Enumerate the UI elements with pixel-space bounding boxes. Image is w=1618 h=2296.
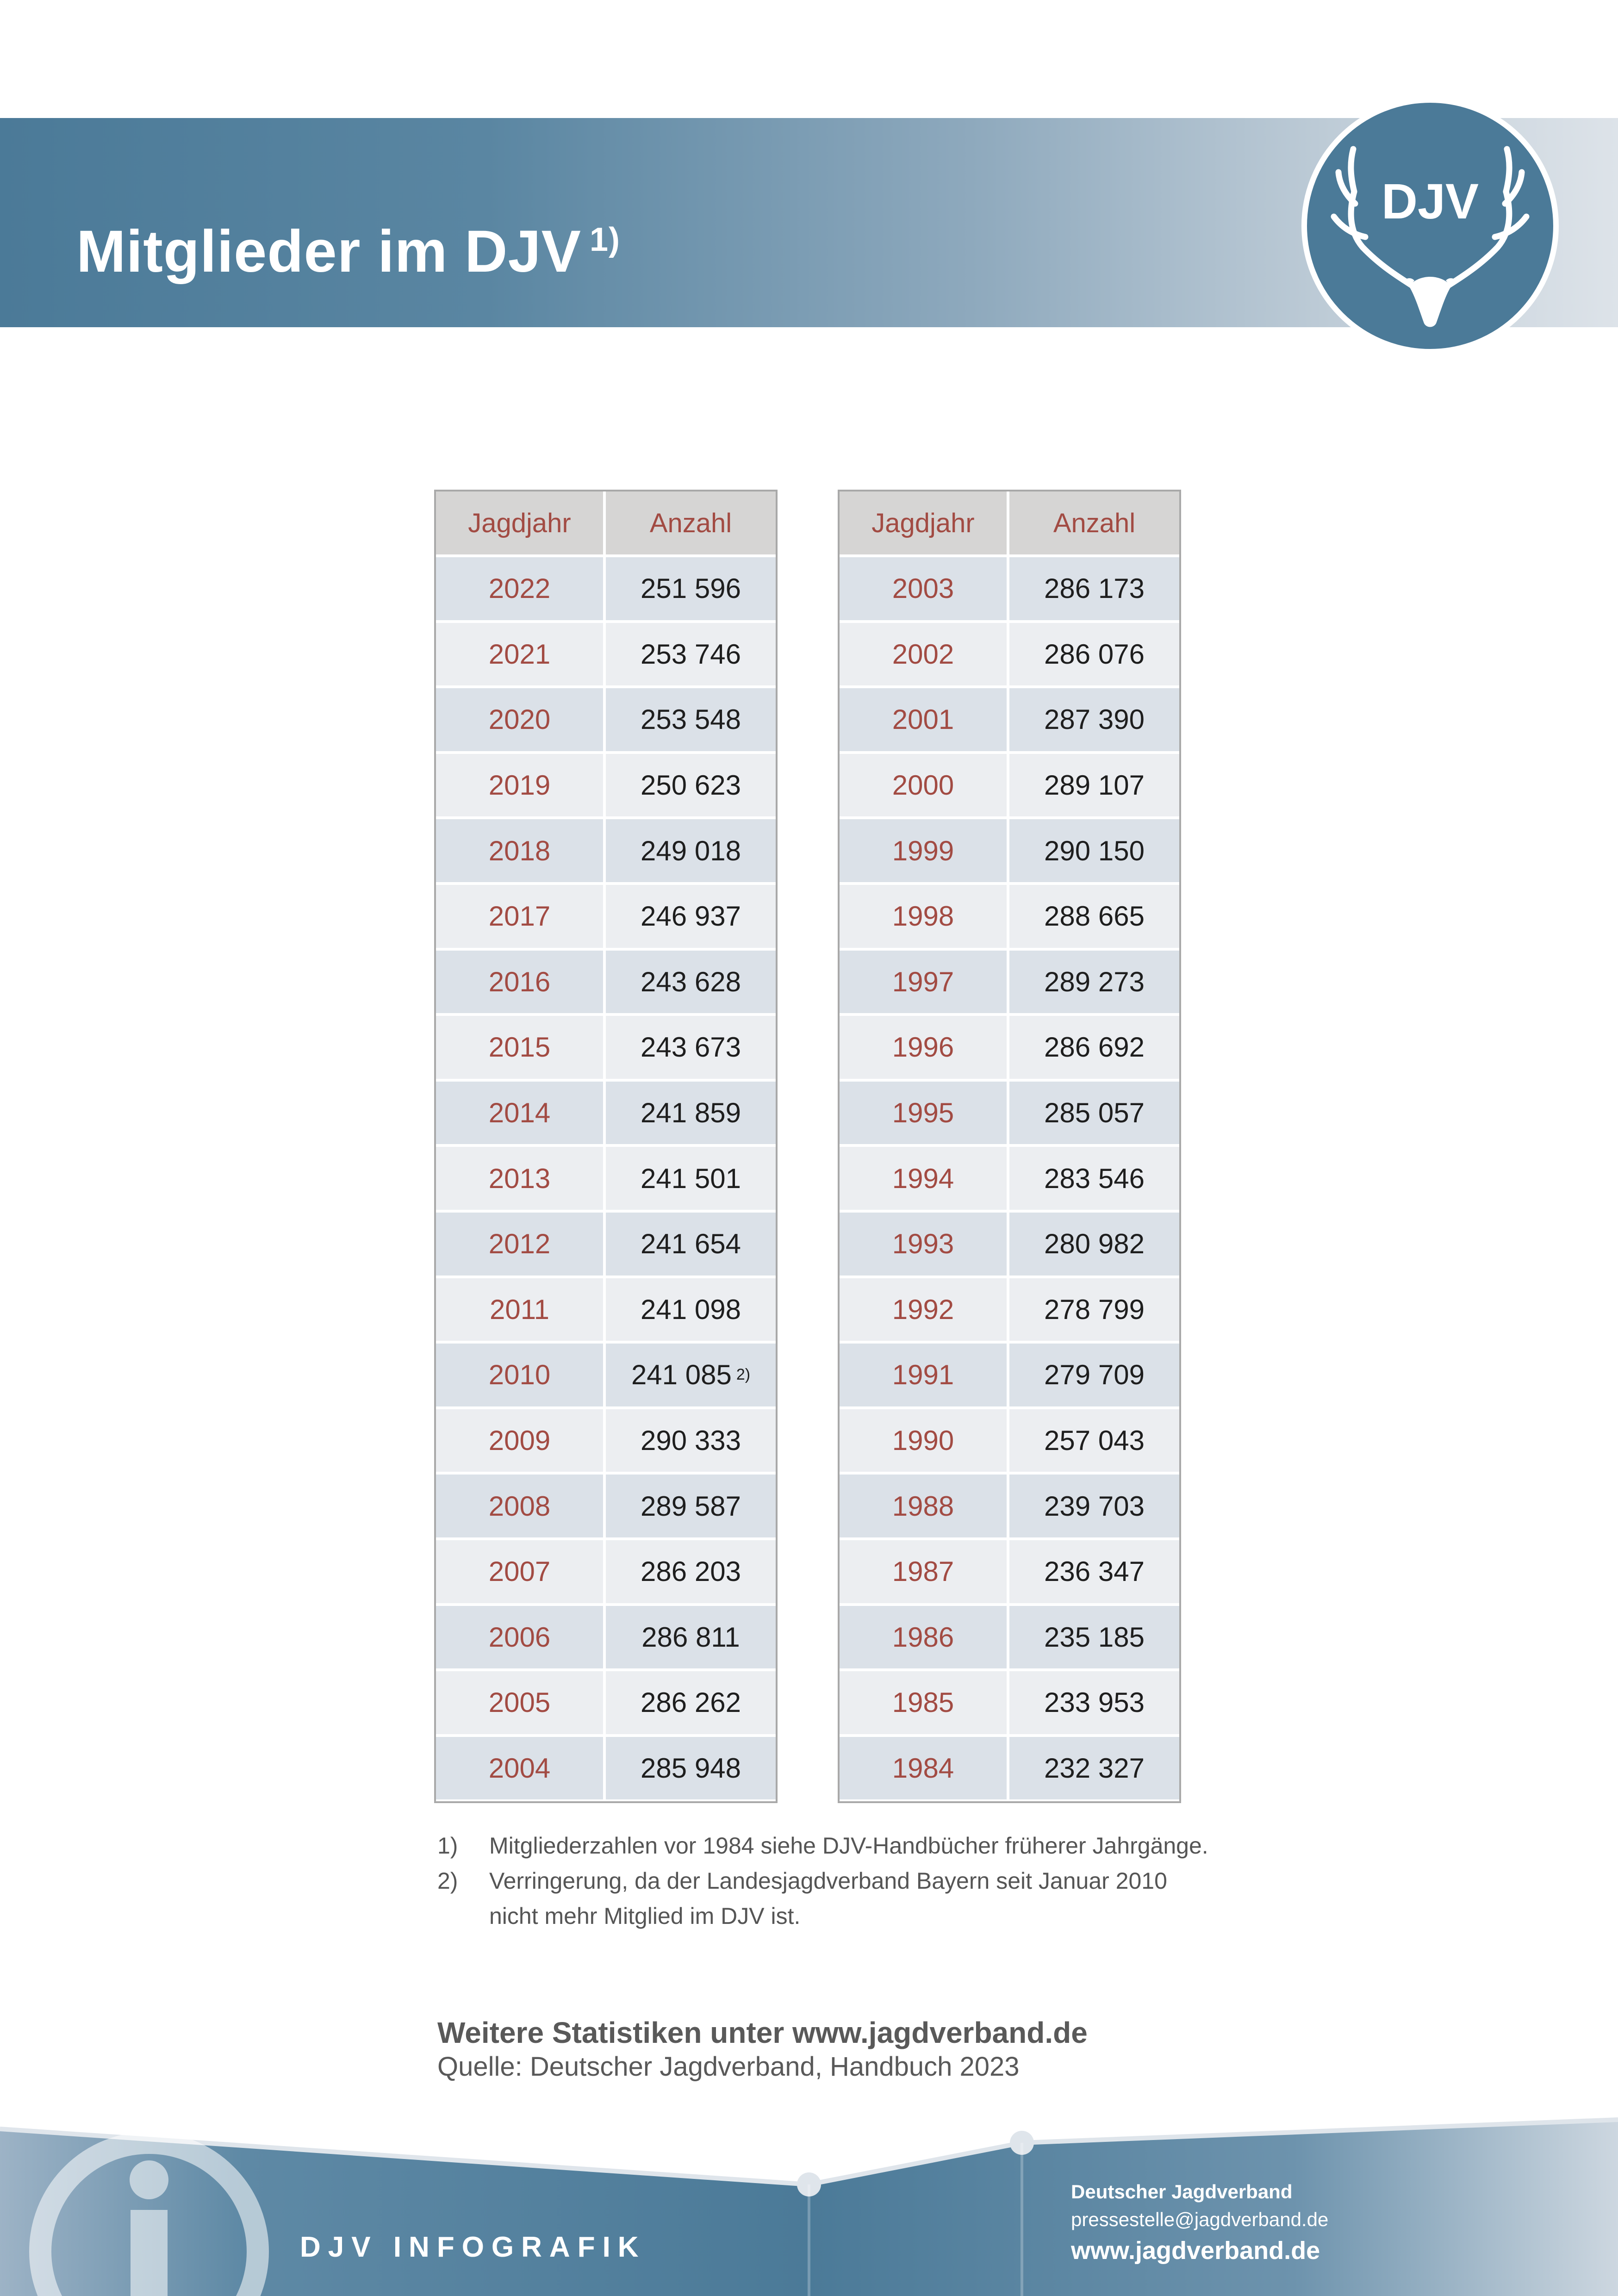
count-value: 287 390 <box>1044 704 1145 735</box>
count-value: 286 692 <box>1044 1032 1145 1063</box>
count-value: 286 203 <box>641 1556 741 1587</box>
column-header-count: Anzahl <box>649 508 732 538</box>
count-value: 289 587 <box>641 1490 741 1522</box>
count-cell <box>606 1409 776 1472</box>
page-title <box>76 218 620 286</box>
year-cell: 1988 <box>840 1475 1009 1537</box>
year-cell: 2014 <box>436 1082 606 1145</box>
count-cell <box>606 1147 776 1210</box>
count-cell <box>1009 1540 1179 1603</box>
table-row <box>840 1472 1179 1537</box>
count-cell <box>1009 1409 1179 1472</box>
membership-table-left <box>434 490 778 1803</box>
year-cell: 1992 <box>840 1278 1009 1341</box>
year-cell: 1999 <box>840 819 1009 882</box>
count-cell <box>1009 1671 1179 1734</box>
count-cell <box>1009 557 1179 620</box>
count-value: 241 098 <box>641 1294 741 1325</box>
table-row <box>436 1603 776 1669</box>
year-cell: 2019 <box>436 754 606 817</box>
year-cell: 1995 <box>840 1082 1009 1145</box>
table-row <box>840 816 1179 882</box>
year-cell: 2000 <box>840 754 1009 817</box>
year-cell: 1997 <box>840 951 1009 1014</box>
table-row <box>436 1668 776 1734</box>
year-cell: 1994 <box>840 1147 1009 1210</box>
table-header <box>436 492 776 554</box>
count-cell <box>606 1082 776 1145</box>
count-value: 285 057 <box>1044 1097 1145 1129</box>
year-cell: 2016 <box>436 951 606 1014</box>
table-row <box>840 1079 1179 1145</box>
more-stats-link[interactable]: Weitere Statistiken unter www.jagdverband.de <box>437 2016 1088 2049</box>
table-row <box>840 1144 1179 1210</box>
contact-email[interactable]: pressestelle@jagdverband.de <box>1071 2209 1329 2230</box>
year-cell: 2012 <box>436 1213 606 1276</box>
footer <box>0 2110 1618 2296</box>
count-value: 286 076 <box>1044 638 1145 670</box>
count-value: 250 623 <box>641 770 741 801</box>
count-value: 239 703 <box>1044 1490 1145 1522</box>
year-cell: 1986 <box>840 1606 1009 1669</box>
table-row <box>436 1734 776 1800</box>
count-value: 232 327 <box>1044 1752 1145 1784</box>
table-row <box>436 685 776 751</box>
year-cell: 1984 <box>840 1737 1009 1800</box>
year-cell: 1998 <box>840 885 1009 948</box>
count-value: 285 948 <box>641 1752 741 1784</box>
year-cell: 2004 <box>436 1737 606 1800</box>
count-value: 235 185 <box>1044 1621 1145 1653</box>
count-cell <box>1009 1737 1179 1800</box>
year-cell: 2002 <box>840 623 1009 686</box>
footnote-mark: 2) <box>437 1868 458 1894</box>
year-cell: 2013 <box>436 1147 606 1210</box>
column-header-year: Jagdjahr <box>840 492 1009 554</box>
count-cell <box>1009 885 1179 948</box>
year-cell: 2009 <box>436 1409 606 1472</box>
year-cell: 2022 <box>436 557 606 620</box>
table-row <box>436 1013 776 1079</box>
count-cell <box>606 1540 776 1603</box>
year-cell: 1993 <box>840 1213 1009 1276</box>
count-cell <box>1009 951 1179 1014</box>
title-footnote-marker: 1) <box>590 221 621 258</box>
count-cell <box>1009 1213 1179 1276</box>
footer-brand: DJV INFOGRAFIK <box>300 2231 646 2263</box>
count-cell <box>606 885 776 948</box>
table-row <box>436 1341 776 1406</box>
count-cell <box>606 951 776 1014</box>
table-row <box>840 554 1179 620</box>
table-row <box>840 1013 1179 1079</box>
count-cell <box>1009 1016 1179 1079</box>
table-row <box>840 1341 1179 1406</box>
table-row <box>840 1210 1179 1276</box>
year-cell: 2021 <box>436 623 606 686</box>
count-cell <box>1009 688 1179 751</box>
count-cell <box>606 1475 776 1537</box>
year-cell: 2011 <box>436 1278 606 1341</box>
year-cell: 2001 <box>840 688 1009 751</box>
count-value: 278 799 <box>1044 1294 1145 1325</box>
table-row <box>840 948 1179 1014</box>
count-value: 280 982 <box>1044 1228 1145 1260</box>
count-value: 257 043 <box>1044 1425 1145 1456</box>
table-row <box>840 751 1179 817</box>
count-value: 288 665 <box>1044 901 1145 932</box>
count-cell <box>606 623 776 686</box>
count-value: 241 085 <box>631 1359 732 1391</box>
year-cell: 2005 <box>436 1671 606 1734</box>
year-cell: 1985 <box>840 1671 1009 1734</box>
count-value: 241 501 <box>641 1163 741 1194</box>
count-cell <box>1009 623 1179 686</box>
count-cell <box>606 1213 776 1276</box>
count-value: 241 859 <box>641 1097 741 1129</box>
table-row <box>840 1734 1179 1800</box>
year-cell: 1991 <box>840 1344 1009 1406</box>
table-row <box>840 1537 1179 1603</box>
year-cell: 2015 <box>436 1016 606 1079</box>
source-note: Quelle: Deutscher Jagdverband, Handbuch 2023 <box>437 2052 1020 2082</box>
table-row <box>436 948 776 1014</box>
table-row <box>840 620 1179 686</box>
count-cell <box>606 557 776 620</box>
year-cell: 1990 <box>840 1409 1009 1472</box>
count-cell <box>1009 1278 1179 1341</box>
table-row <box>436 1079 776 1145</box>
table-row <box>436 1537 776 1603</box>
count-value: 289 273 <box>1044 966 1145 997</box>
table-body <box>436 554 776 1799</box>
year-cell: 2018 <box>436 819 606 882</box>
footnote-text: Verringerung, da der Landesjagdverband Bayern seit Januar 2010 nicht mehr Mitglied im DJV ist. <box>489 1868 1167 1929</box>
count-cell <box>1009 1475 1179 1537</box>
table-row <box>840 685 1179 751</box>
count-cell <box>1009 819 1179 882</box>
table-row <box>436 1210 776 1276</box>
count-cell <box>606 1344 776 1406</box>
column-header-count: Anzahl <box>1053 508 1136 538</box>
count-value: 279 709 <box>1044 1359 1145 1391</box>
count-cell <box>606 1016 776 1079</box>
table-row <box>436 751 776 817</box>
footnote-marker: 2) <box>736 1366 751 1384</box>
year-cell: 2008 <box>436 1475 606 1537</box>
count-value: 253 548 <box>641 704 741 735</box>
count-value: 286 811 <box>641 1621 740 1653</box>
footnote-1 <box>437 1828 1224 1863</box>
table-row <box>840 1603 1179 1669</box>
contact-organization: Deutscher Jagdverband <box>1071 2181 1293 2203</box>
table-row <box>436 1406 776 1472</box>
count-cell <box>606 1606 776 1669</box>
count-value: 283 546 <box>1044 1163 1145 1194</box>
table-row <box>436 882 776 948</box>
count-cell <box>606 1278 776 1341</box>
count-value: 243 673 <box>641 1032 741 1063</box>
count-value: 241 654 <box>641 1228 741 1260</box>
column-header-year: Jagdjahr <box>436 492 606 554</box>
count-cell <box>1009 754 1179 817</box>
contact-website[interactable]: www.jagdverband.de <box>1071 2237 1320 2265</box>
count-value: 289 107 <box>1044 770 1145 801</box>
membership-table-right <box>838 490 1181 1803</box>
table-row <box>436 620 776 686</box>
table-row <box>436 554 776 620</box>
table-row <box>436 1276 776 1341</box>
table-row <box>840 1406 1179 1472</box>
count-value: 233 953 <box>1044 1687 1145 1718</box>
count-value: 253 746 <box>641 638 741 670</box>
count-value: 286 173 <box>1044 573 1145 604</box>
count-value: 243 628 <box>641 966 741 997</box>
year-cell: 2007 <box>436 1540 606 1603</box>
count-cell <box>606 1671 776 1734</box>
year-cell: 2020 <box>436 688 606 751</box>
year-cell: 2006 <box>436 1606 606 1669</box>
djv-logo <box>1301 97 1559 355</box>
year-cell: 2010 <box>436 1344 606 1406</box>
count-cell <box>1009 1082 1179 1145</box>
year-cell: 2003 <box>840 557 1009 620</box>
count-value: 286 262 <box>641 1687 741 1718</box>
footer-wave-graphic <box>0 2110 1618 2296</box>
year-cell: 1987 <box>840 1540 1009 1603</box>
footnotes <box>437 1828 1224 1934</box>
footnote-2 <box>437 1863 1224 1934</box>
logo-text: DJV <box>1381 173 1479 229</box>
count-cell <box>606 819 776 882</box>
table-row <box>436 1472 776 1537</box>
page-title-text: Mitglieder im DJV <box>76 218 581 285</box>
count-value: 251 596 <box>641 573 741 604</box>
count-cell <box>606 688 776 751</box>
count-cell <box>606 754 776 817</box>
count-value: 236 347 <box>1044 1556 1145 1587</box>
count-cell <box>1009 1344 1179 1406</box>
count-value: 249 018 <box>641 835 741 866</box>
footnote-mark: 1) <box>437 1833 458 1859</box>
table-row <box>840 1668 1179 1734</box>
count-value: 246 937 <box>641 901 741 932</box>
count-cell <box>1009 1606 1179 1669</box>
footnote-text: Mitgliederzahlen vor 1984 siehe DJV-Handbücher früherer Jahrgänge. <box>489 1833 1208 1859</box>
table-row <box>436 816 776 882</box>
table-row <box>840 1276 1179 1341</box>
table-row <box>436 1144 776 1210</box>
year-cell: 1996 <box>840 1016 1009 1079</box>
year-cell: 2017 <box>436 885 606 948</box>
table-body <box>840 554 1179 1799</box>
count-cell <box>606 1737 776 1800</box>
table-header <box>840 492 1179 554</box>
count-value: 290 333 <box>641 1425 741 1456</box>
count-value: 290 150 <box>1044 835 1145 866</box>
count-cell <box>1009 1147 1179 1210</box>
table-row <box>840 882 1179 948</box>
